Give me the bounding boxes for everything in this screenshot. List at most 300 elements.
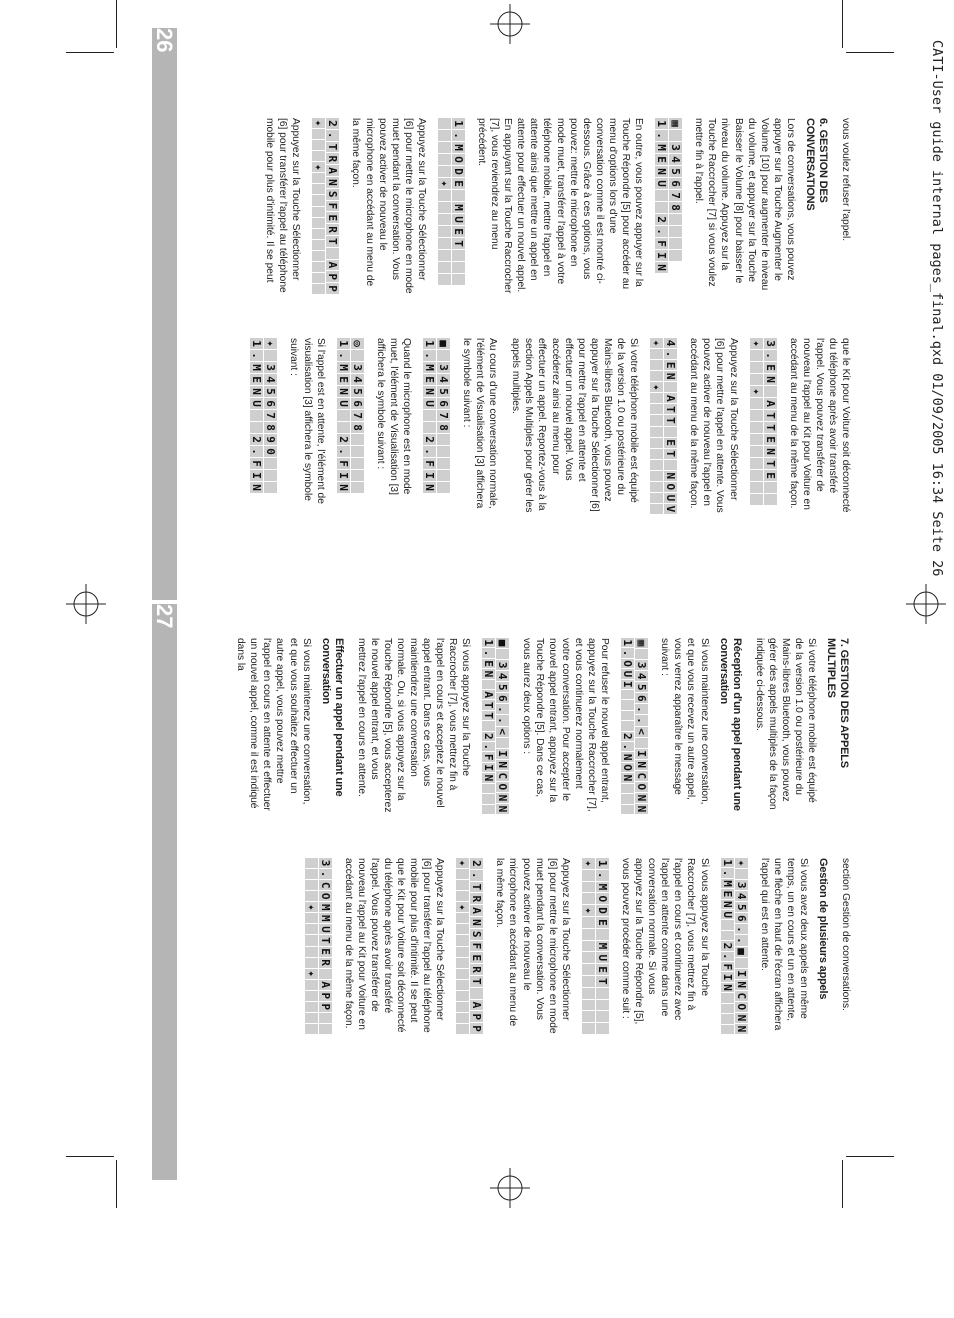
lcd-cell — [596, 1000, 609, 1011]
lcd-cell — [438, 238, 451, 249]
lcd-cell: S — [326, 189, 339, 200]
lcd-cell: O — [318, 892, 332, 900]
lcd-cell — [650, 393, 663, 403]
lcd-cell: 8 — [351, 422, 364, 433]
lcd-row — [470, 858, 483, 1034]
lcd-cell: 2 — [621, 733, 635, 740]
lcd-row — [483, 638, 496, 814]
lcd-display — [456, 858, 483, 1034]
lcd-cell — [438, 142, 451, 153]
lcd-cell: 4 — [264, 374, 277, 385]
lcd-cell: 7 — [437, 410, 450, 421]
lcd-cell: U — [655, 178, 668, 189]
lcd-cell: 6 — [264, 398, 277, 409]
lcd-cell: N — [764, 446, 777, 457]
lcd-cell: 2 — [655, 214, 668, 225]
lcd-cell — [582, 988, 595, 999]
lcd-cell — [582, 929, 595, 940]
lcd-cell: E — [764, 434, 777, 445]
lcd-cell: N — [764, 374, 777, 385]
lcd-cell: 2 — [720, 942, 734, 950]
lcd-cell: M — [250, 362, 263, 373]
lcd-cell — [351, 470, 364, 481]
lcd-cell: I — [720, 973, 734, 981]
lcd-row — [456, 858, 469, 1034]
lcd-cell: D — [596, 905, 609, 916]
lcd-cell: N — [734, 981, 748, 989]
lcd-cell — [456, 1024, 469, 1034]
lcd-cell — [423, 410, 436, 421]
lcd-cell — [497, 649, 510, 659]
lcd-cell: 6 — [496, 695, 510, 702]
lcd-cell — [650, 415, 663, 425]
lcd-cell: N — [734, 1025, 748, 1033]
lcd-cell — [669, 250, 682, 261]
lcd-cell: . — [621, 649, 635, 657]
lcd-cell — [635, 738, 648, 748]
lcd-cell — [264, 470, 277, 481]
lcd-display — [582, 858, 609, 1034]
lcd-row — [423, 338, 436, 514]
lcd-row — [497, 638, 510, 814]
lcd-cell: E — [423, 374, 436, 385]
lcd-cell: 0 — [264, 446, 277, 457]
lcd-cell: 2 — [337, 434, 350, 445]
lcd-cell: F — [482, 753, 496, 761]
lcd-cell: ✦ — [304, 903, 318, 911]
lcd-cell: N — [482, 774, 496, 782]
lcd-cell: . — [596, 870, 609, 881]
lcd-cell — [582, 964, 595, 975]
lcd-cell: N — [635, 761, 649, 769]
lcd-display — [337, 338, 364, 514]
lcd-cell — [351, 446, 364, 457]
lcd-cell: C — [635, 772, 649, 780]
lcd-cell: . — [621, 743, 635, 751]
crop-mark — [116, 1160, 117, 1208]
lcd-row — [735, 858, 748, 1034]
lcd-cell — [669, 238, 682, 249]
lcd-cell — [664, 382, 677, 392]
lcd-cell: T — [664, 450, 678, 457]
lcd-cell — [250, 410, 263, 421]
right-page-column-2 — [180, 858, 852, 1034]
lcd-cell: O — [621, 764, 635, 771]
crop-mark — [846, 52, 894, 53]
lcd-cell: 2 — [326, 118, 339, 129]
lcd-cell: 3 — [496, 661, 510, 669]
lcd-cell: N — [635, 794, 649, 802]
lcd-cell — [750, 458, 763, 469]
lcd-cell — [423, 422, 436, 433]
lcd-cell: 2 — [250, 434, 263, 445]
lcd-cell: T — [470, 976, 483, 987]
lcd-cell: U — [318, 926, 332, 933]
lcd-cell — [438, 262, 451, 273]
lcd-cell — [351, 434, 364, 445]
lcd-cell: 5 — [351, 386, 364, 397]
lcd-cell: M — [423, 362, 436, 373]
lcd-cell: 8 — [669, 202, 682, 213]
lcd-cell — [764, 386, 777, 397]
lcd-cell: 1 — [720, 859, 734, 867]
lcd-cell — [650, 482, 663, 492]
paragraph: Si vous maintenez une conversation, et que vous recevez un autre appel, vous verrez apparaître le message suivant : — [659, 638, 710, 805]
lcd-cell: ✦ — [438, 178, 451, 189]
lcd-row — [635, 638, 648, 814]
lcd-cell: . — [482, 649, 496, 657]
lcd-cell: . — [470, 870, 483, 881]
lcd-row — [264, 338, 277, 514]
lcd-cell — [312, 240, 325, 250]
registration-mark-icon — [490, 4, 530, 44]
lcd-cell: ✦ — [650, 339, 664, 347]
lcd-cell: . — [496, 706, 510, 713]
section-heading: 6. GESTION DES CONVERSATIONS — [803, 118, 829, 211]
lcd-cell: N — [423, 482, 436, 493]
lcd-cell: N — [664, 472, 678, 480]
lcd-cell: E — [452, 178, 465, 189]
lcd-cell: R — [318, 959, 332, 966]
lcd-cell: U — [664, 494, 678, 502]
lcd-cell: ✦ — [650, 383, 664, 391]
lcd-cell: 1 — [655, 118, 668, 129]
lcd-cell: 3 — [437, 362, 450, 373]
lcd-row — [438, 118, 451, 294]
lcd-cell — [721, 1004, 734, 1013]
page-tab-26 — [152, 28, 177, 600]
lcd-cell: R — [326, 153, 339, 164]
left-page-column-2 — [180, 338, 852, 514]
lcd-cell: 5 — [437, 386, 450, 397]
lcd-cell — [456, 891, 469, 901]
lcd-cell: . — [250, 350, 263, 361]
lcd-cell — [621, 794, 634, 803]
lcd-cell: M — [318, 915, 332, 922]
lcd-cell — [452, 250, 465, 261]
lcd-cell — [750, 362, 763, 373]
lcd-cell — [750, 410, 763, 421]
lcd-cell — [305, 1024, 318, 1034]
lcd-cell — [250, 422, 263, 433]
lcd-cell: M — [655, 142, 668, 153]
paragraph: Appuyez sur la Touche Sélectionner [6] pour mettre l'appel en attente. Vous pouvez activer de nouveau l'appel en accédant au menu de la même façon. — [688, 338, 739, 513]
lcd-cell: N — [337, 482, 350, 493]
lcd-cell: ✦ — [456, 859, 470, 867]
paragraph: Si l'appel est en attente, l'élément de visualisation [3] affichera le symbole suivant : — [288, 338, 326, 504]
lcd-cell: 7 — [351, 410, 364, 421]
paragraph: section Gestion de conversations. — [840, 858, 851, 1011]
lcd-cell — [582, 882, 595, 893]
lcd-cell — [351, 458, 364, 469]
lcd-cell: U — [452, 214, 465, 225]
lcd-display — [312, 118, 339, 294]
left-page — [180, 110, 852, 610]
lcd-cell: 6 — [669, 178, 682, 189]
paragraph: Appuyez sur la Touche Sélectionner [6] pour transférer l'appel au téléphone mobile pour plus d'intimité. Il se peut que le Kit pour Voiture soit déconnecté du téléphone après avoir transféré l'appel. Vous pouvez transférer de nouveau l'appel au Kit pour Voiture en accédant au menu de la même façon. — [342, 858, 446, 1033]
lcd-cell: N — [635, 805, 649, 813]
lcd-cell: N — [655, 166, 668, 177]
lcd-cell: P — [318, 1003, 332, 1011]
lcd-cell — [312, 129, 325, 139]
lcd-cell — [438, 154, 451, 165]
lcd-cell — [750, 374, 763, 385]
lcd-cell: . — [734, 937, 748, 944]
lcd-cell: E — [326, 212, 339, 223]
lcd-cell — [483, 805, 496, 814]
lcd-cell — [596, 929, 609, 940]
lcd-cell: O — [664, 483, 678, 491]
lcd-cell — [621, 784, 634, 793]
lcd-cell: M — [318, 903, 332, 911]
lcd-cell: E — [470, 952, 483, 963]
lcd-cell: . — [655, 130, 668, 141]
lcd-cell: T — [470, 882, 483, 893]
lcd-cell: . — [337, 446, 350, 457]
lcd-cell — [305, 880, 318, 890]
lcd-cell: 1 — [423, 338, 436, 349]
lcd-cell: . — [318, 870, 332, 878]
lcd-cell: . — [423, 446, 436, 457]
lcd-row — [250, 338, 263, 514]
paragraph: Quand le microphone est en mode muet, l'élément de Visualisation [3] affichera le symbole suivant : — [374, 338, 412, 495]
lcd-cell: T — [326, 142, 339, 153]
lcd-cell: < — [635, 728, 649, 735]
lcd-row — [319, 858, 332, 1034]
lcd-cell: F — [250, 458, 263, 469]
lcd-cell — [437, 470, 450, 481]
lcd-cell: 8 — [437, 422, 450, 433]
lcd-row — [664, 338, 677, 514]
lcd-cell: ■ — [496, 639, 510, 647]
lcd-cell — [483, 680, 496, 689]
lcd-cell: T — [482, 712, 496, 719]
lcd-cell: 4 — [437, 374, 450, 385]
lcd-cell — [582, 1023, 595, 1034]
lcd-cell: T — [596, 976, 609, 987]
lcd-cell — [582, 917, 595, 928]
page-tab-27 — [152, 604, 177, 1180]
lcd-cell: . — [482, 743, 496, 751]
lcd-cell — [438, 118, 451, 129]
lcd-row — [650, 338, 663, 514]
lcd-row — [721, 858, 734, 1034]
section-heading: Réception d'un appel pendant une conversation — [717, 638, 743, 811]
lcd-display — [721, 858, 748, 1034]
lcd-cell: 3 — [264, 362, 277, 373]
lcd-cell — [437, 434, 450, 445]
lcd-cell — [582, 1000, 595, 1011]
lcd-cell: A — [664, 395, 678, 402]
lcd-cell: . — [720, 953, 734, 960]
lcd-cell: I — [423, 470, 436, 481]
lcd-cell — [650, 460, 663, 470]
lcd-cell: R — [470, 893, 483, 904]
lcd-display — [621, 638, 648, 814]
lcd-cell — [750, 434, 763, 445]
lcd-cell — [596, 1023, 609, 1034]
lcd-cell — [312, 262, 325, 272]
lcd-cell: U — [720, 911, 734, 919]
crop-mark — [116, 0, 117, 48]
lcd-cell: E — [664, 361, 678, 369]
lcd-cell — [319, 1013, 332, 1023]
lcd-cell — [721, 931, 734, 940]
lcd-cell — [650, 371, 663, 381]
lcd-cell: U — [250, 398, 263, 409]
lcd-row — [305, 858, 318, 1034]
lcd-cell — [305, 980, 318, 990]
lcd-cell: R — [326, 224, 339, 235]
section-heading: Effectuer un appel pendant une conversation — [319, 638, 345, 797]
paragraph: Lors de conversations, vous pouvez appuyer sur la Touche Augmenter le Volume [10] pour augmenter le niveau du volume, et appuyer sur la Touche Baisser le Volume [8] pour baisser le niveau du volume. Appuyez sur la Touche Raccrocher [7] si vous voulez mettre fin à l'appel. — [693, 118, 796, 291]
lcd-cell: . — [635, 706, 649, 713]
lcd-cell — [483, 721, 496, 730]
lcd-cell: F — [337, 458, 350, 469]
lcd-cell: 5 — [734, 903, 748, 911]
paragraph: Si votre téléphone mobile est équipé de la version 1.0 ou postérieure du Mains-libres Bluetooth, vous pouvez appuyer sur la Touche Sélectionner [6] pour mettre l'appel en attente et effectuer un nouvel appel. Vous accéderez ainsi au menu pour effectuer un appel. Reportez-vous à la section Appels Multiples pour gérer les appels multiples. — [510, 338, 640, 513]
lcd-cell: I — [482, 764, 496, 771]
lcd-cell — [497, 738, 510, 748]
lcd-cell — [438, 190, 451, 201]
page-number: 26 — [152, 28, 177, 53]
lcd-cell — [650, 427, 663, 437]
lcd-cell — [437, 446, 450, 457]
paragraph: Si vous maintenez une conversation, et que vous souhaitez effectuer un autre appel, vous pouvez mettre l'appel en cours en attente et effectuer un nouvel appel, comme il est indiqué dans la — [235, 638, 312, 811]
lcd-cell: 3 — [764, 338, 777, 349]
lcd-cell — [319, 1024, 332, 1034]
lcd-cell: M — [337, 362, 350, 373]
lcd-cell — [669, 130, 682, 141]
lcd-cell: 2 — [482, 733, 496, 740]
lcd-cell: ✦ — [582, 858, 595, 869]
lcd-cell: T — [764, 410, 777, 421]
lcd-cell: A — [470, 1000, 483, 1011]
lcd-cell — [596, 988, 609, 999]
paragraph: Appuyez sur la Touche Sélectionner [6] pour mettre le microphone en mode muet pendant la conversation. Vous pouvez activer de nouveau le microphone en accédant au menu de la même façon. — [494, 858, 571, 1034]
lcd-cell: N — [337, 386, 350, 397]
lcd-cell: I — [621, 681, 635, 688]
lcd-cell: M — [452, 142, 465, 153]
lcd-cell — [452, 274, 465, 285]
lcd-cell — [305, 924, 318, 934]
lcd-cell — [621, 700, 634, 709]
lcd-cell: 6 — [734, 915, 748, 922]
paragraph: En outre, vous pouvez appuyer sur la Touche Répondre [5] pour accéder au menu d'options lors d'une conversation comme il est montré ci-dessous. Grâce à ces options, vous pouvez: mettre le microphone en mode muet, transférer l'appel à votre téléphone mobile, mettre l'appel en attente ainsi que mettre un appel en attente pour effectuer un nouvel appel. En appuyant sur la Touche Raccrocher [7], vous reviendrez au menu précédent. — [476, 118, 645, 294]
lcd-cell: A — [318, 981, 332, 989]
lcd-cell — [650, 360, 663, 370]
lcd-cell: C — [734, 992, 748, 1000]
lcd-display — [305, 858, 332, 1034]
lcd-display — [483, 638, 510, 814]
lcd-cell: . — [496, 717, 510, 724]
lcd-cell — [456, 980, 469, 990]
lcd-cell: P — [326, 283, 339, 294]
lcd-cell — [305, 891, 318, 901]
lcd-cell: A — [326, 165, 339, 176]
lcd-display — [750, 338, 777, 514]
lcd-cell: A — [482, 691, 496, 699]
lcd-cell: ✦ — [304, 970, 318, 977]
paragraph: Si votre téléphone mobile est équipé de la version 1.0 ou postérieure du Mains-libres Bluetooth, vous pouvez gérer des appels multiples de la façon indiquée ci-dessous. — [753, 638, 817, 810]
lcd-cell — [337, 410, 350, 421]
lcd-cell: ✦ — [312, 163, 326, 171]
lcd-cell — [312, 207, 325, 217]
lcd-cell: ✦ — [456, 903, 470, 911]
paragraph: Si vous appuyez sur la Touche Raccrocher [7], vous mettrez fin à l'appel en cours et continuerez avec l'appel en attente comme dans une conversation normale. Si vous appuyez sur la Touche Répondre [5], vous pouvez procéder comme suit : — [619, 858, 710, 1025]
lcd-cell: 7 — [264, 410, 277, 421]
right-page — [180, 610, 852, 1130]
lcd-cell: 1 — [482, 639, 496, 647]
lcd-cell — [312, 218, 325, 228]
lcd-cell — [305, 869, 318, 879]
lcd-cell — [655, 190, 668, 201]
lcd-cell — [312, 284, 325, 294]
lcd-cell: T — [664, 417, 678, 424]
lcd-cell: F — [720, 963, 734, 971]
lcd-cell — [456, 924, 469, 934]
lcd-cell — [351, 482, 364, 493]
lcd-cell: O — [596, 893, 609, 904]
lcd-cell — [312, 184, 325, 194]
lcd-cell: T — [326, 236, 339, 247]
slug-text: CATI-User guide internal pages_final.qxd 01/09/2005 16:34 Seite 26 — [929, 40, 945, 577]
lcd-cell: ■ — [437, 338, 450, 349]
lcd-row — [452, 118, 465, 294]
pages-content — [180, 110, 852, 1318]
lcd-cell: 1 — [452, 118, 465, 129]
lcd-cell: 8 — [264, 422, 277, 433]
lcd-cell: N — [326, 177, 339, 188]
lcd-cell — [650, 493, 663, 503]
lcd-cell: 3 — [669, 142, 682, 153]
lcd-cell — [650, 449, 663, 459]
lcd-cell — [764, 482, 777, 493]
lcd-cell: N — [720, 984, 734, 991]
lcd-cell: N — [423, 386, 436, 397]
paragraph: Appuyez sur la Touche Sélectionner [6] pour transférer l'appel au téléphone mobile pour plus d'intimité. Il se peut — [264, 118, 302, 293]
lcd-cell — [735, 958, 748, 968]
lcd-cell: ▦ — [669, 118, 682, 129]
lcd-cell: N — [250, 482, 263, 493]
lcd-cell — [582, 870, 595, 881]
lcd-cell: 4 — [669, 154, 682, 165]
lcd-cell — [621, 690, 634, 699]
lcd-cell: . — [734, 926, 748, 933]
lcd-cell: E — [664, 439, 678, 446]
lcd-row — [437, 338, 450, 514]
lcd-cell: 4 — [635, 672, 649, 680]
lcd-cell: N — [250, 386, 263, 397]
lcd-cell: C — [496, 772, 510, 780]
lcd-cell: < — [496, 728, 510, 735]
lcd-cell — [483, 794, 496, 803]
lcd-cell — [438, 202, 451, 213]
lcd-cell: N — [470, 917, 483, 928]
lcd-cell — [305, 1002, 318, 1012]
lcd-cell: F — [326, 201, 339, 212]
lcd-cell: U — [337, 398, 350, 409]
lcd-cell: T — [764, 422, 777, 433]
lcd-cell: 6 — [635, 695, 649, 702]
lcd-row — [596, 858, 609, 1034]
lcd-cell: 6 — [351, 398, 364, 409]
lcd-cell: . — [664, 350, 678, 358]
lcd-cell: . — [452, 130, 465, 141]
lcd-cell — [750, 350, 763, 361]
lcd-cell: T — [318, 937, 332, 944]
lcd-cell — [750, 482, 763, 493]
